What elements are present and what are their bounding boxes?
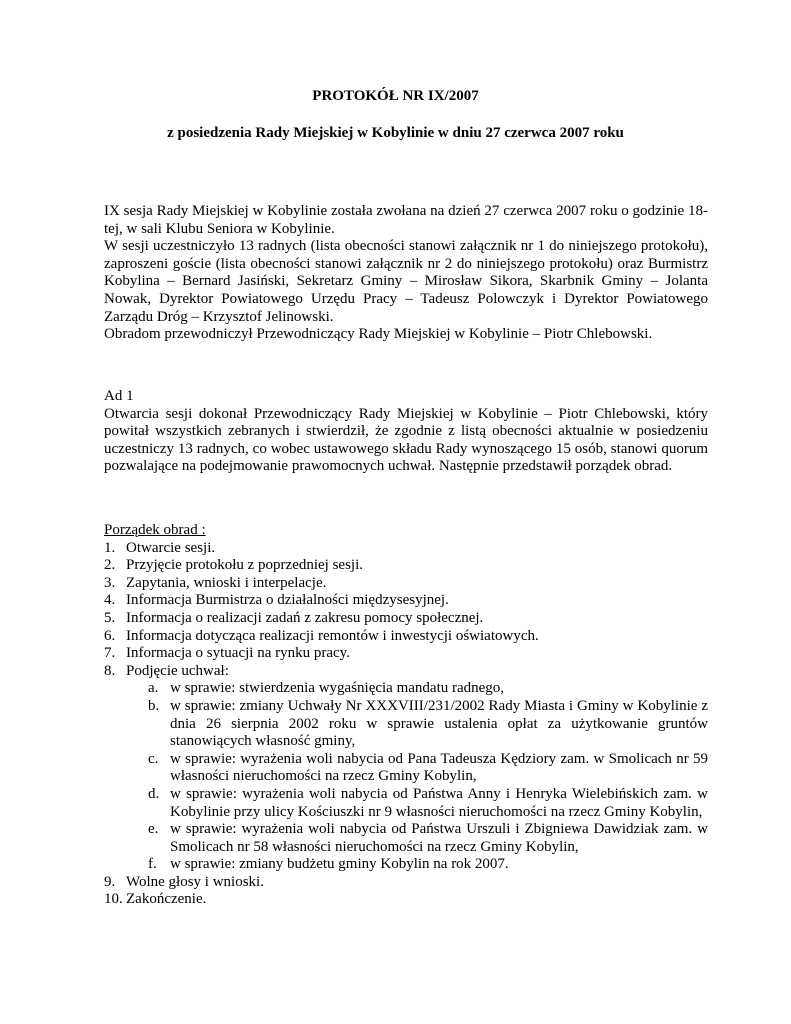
agenda-item-number: 8. (104, 662, 116, 679)
agenda-item-text: Informacja o sytuacji na rynku pracy. (126, 645, 350, 662)
agenda-item (104, 645, 708, 663)
ad1-section (104, 388, 708, 476)
agenda-subitem (104, 856, 708, 874)
agenda-item-number: 7. (104, 645, 116, 662)
agenda-item (104, 891, 708, 909)
agenda-item (104, 557, 708, 575)
intro-paragraph-3: Obradom przewodniczył Przewodniczący Rady Miejskiej w Kobylinie – Piotr Chlebowski. (104, 326, 653, 343)
ad1-heading: Ad 1 (104, 388, 134, 404)
agenda-subitem (104, 751, 708, 786)
intro-section (104, 203, 708, 344)
agenda-item (104, 874, 708, 892)
agenda-subitem-text: w sprawie: stwierdzenia wygaśnięcia mandatu radnego, (170, 680, 505, 697)
agenda-item (104, 610, 708, 628)
document-title: PROTOKÓŁ NR IX/2007 (312, 88, 479, 104)
agenda-subitem-text: w sprawie: wyrażenia woli nabycia od Państwa Urszuli i Zbigniewa Dawidziak zam. w Smolicach nr 58 własności nieruchomości na rzecz Gminy Kobylin, (170, 821, 708, 855)
agenda-subitem (104, 680, 708, 698)
intro-paragraph-1: IX sesja Rady Miejskiej w Kobylinie została zwołana na dzień 27 czerwca 2007 roku o godzinie 18-tej, w sali Klubu Seniora w Kobylinie. (104, 203, 708, 237)
agenda-item-number: 9. (104, 873, 116, 890)
agenda-item (104, 592, 708, 610)
agenda-item-text: Zakończenie. (126, 891, 207, 908)
agenda-subitem-text: w sprawie: zmiany Uchwały Nr XXXVIII/231/2002 Rady Miasta i Gminy w Kobylinie z dnia 26 sierpnia 2002 roku w sprawie ustalenia opłat za użytkowanie gruntów stanowiących własność gminy, (170, 697, 708, 750)
agenda-item-text: Zapytania, wnioski i interpelacje. (126, 574, 327, 591)
agenda-subitem-letter: f. (148, 856, 157, 873)
agenda-section (104, 522, 708, 909)
document-subtitle: z posiedzenia Rady Miejskiej w Kobylinie w dniu 27 czerwca 2007 roku (167, 125, 624, 141)
agenda-subitem (104, 821, 708, 856)
agenda-item-text: Informacja o realizacji zadań z zakresu pomocy społecznej. (126, 609, 484, 626)
ad1-text: Otwarcia sesji dokonał Przewodniczący Rady Miejskiej w Kobylinie – Piotr Chlebowski, który powitał wszystkich zebranych i stwierdził, że zgodnie z listą obecności aktualnie w posiedzeniu uczestniczy 13 radnych, co wobec ustawowego składu Rady wynoszącego 15 osób, stanowi quorum pozwalające na podejmowanie prawomocnych uchwał. Następnie przedstawił porządek obrad. (104, 405, 708, 475)
agenda-item (104, 575, 708, 593)
agenda-subitem-text: w sprawie: wyrażenia woli nabycia od Pana Tadeusza Kędziory zam. w Smolicach nr 59 własności nieruchomości na rzecz Gminy Kobylin, (170, 750, 708, 785)
agenda-item-number: 1. (104, 539, 116, 556)
agenda-subitem (104, 698, 708, 751)
agenda-item-text: Podjęcie uchwał: (126, 662, 229, 679)
agenda-subitem-text: w sprawie: wyrażenia woli nabycia od Państwa Anny i Henryka Wielebińskich zam. w Kobylinie przy ulicy Kościuszki nr 9 własności nieruchomości na rzecz Gminy Kobylin, (170, 785, 708, 820)
agenda-item-number: 6. (104, 627, 116, 644)
agenda-subitem-text: w sprawie: zmiany budżetu gminy Kobylin na rok 2007. (170, 856, 509, 873)
agenda-subitem-letter: d. (148, 785, 160, 802)
agenda-subitem (104, 786, 708, 821)
agenda-item-number: 4. (104, 592, 116, 609)
intro-paragraph-2: W sesji uczestniczyło 13 radnych (lista obecności stanowi załącznik nr 1 do niniejszego protokołu), zaproszeni goście (lista obecności stanowi załącznik nr 2 do niniejszego protokołu) oraz Burmistrz Kobylina – Bernard Jasiński, Sekretarz Gminy – Mirosław Sikora, Skarbnik Gminy – Jolanta Nowak, Dyrektor Powiatowego Urzędu Pracy – Tadeusz Polowczyk i Dyrektor Powiatowego Zarządu Dróg – Krzysztof Jelinowski. (104, 238, 708, 325)
agenda-item (104, 540, 708, 558)
agenda-item-number: 2. (104, 557, 116, 574)
agenda-item-text: Otwarcie sesji. (126, 539, 216, 556)
agenda-subitem-letter: a. (148, 680, 159, 697)
agenda-subitem-letter: c. (148, 750, 159, 767)
agenda-heading: Porządek obrad : (104, 522, 206, 538)
agenda-item-number: 5. (104, 609, 116, 626)
agenda-subitem-letter: b. (148, 697, 160, 714)
agenda-item-text: Wolne głosy i wnioski. (126, 873, 264, 890)
agenda-item-text: Przyjęcie protokołu z poprzedniej sesji. (126, 557, 364, 574)
agenda-item-text: Informacja Burmistrza o działalności międzysesyjnej. (126, 592, 449, 609)
agenda-item-text: Informacja dotycząca realizacji remontów i inwestycji oświatowych. (126, 627, 539, 644)
agenda-item (104, 628, 708, 646)
agenda-item (104, 663, 708, 681)
agenda-item-number: 3. (104, 574, 116, 591)
agenda-item-number: 10. (104, 891, 123, 908)
agenda-subitem-letter: e. (148, 821, 159, 838)
